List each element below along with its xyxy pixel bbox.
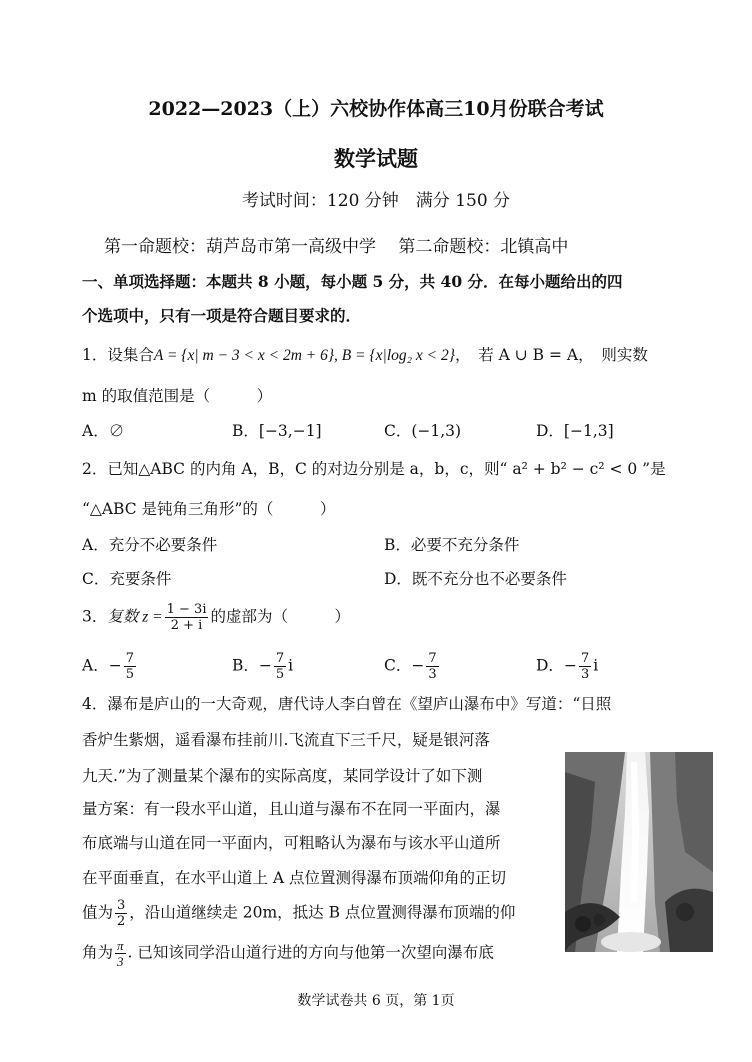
q2-stem-line2: “△ABC 是钝角三角形”的（ ） bbox=[82, 500, 336, 518]
q2-option-a: A．充分不必要条件 bbox=[82, 536, 218, 554]
q3-option-b bbox=[232, 651, 293, 682]
q3-stem bbox=[82, 602, 350, 633]
subject-title: 数学试题 bbox=[334, 146, 418, 171]
waterfall-illustration bbox=[565, 752, 713, 952]
q2-option-d: D．既不充分也不必要条件 bbox=[384, 570, 567, 588]
q3-option-a-label: A． bbox=[82, 656, 109, 675]
q1-stem-a: 设集合 bbox=[107, 346, 154, 364]
q4-angle-num: π bbox=[117, 938, 124, 953]
q3-option-d-fraction bbox=[579, 651, 591, 682]
q3-option-a-fraction bbox=[124, 651, 136, 682]
q1-stem-line1 bbox=[82, 345, 648, 366]
q3-option-b-sign: − bbox=[258, 656, 272, 675]
q3-option-c-label: C． bbox=[384, 656, 412, 675]
q3-option-c-num: 7 bbox=[428, 651, 437, 666]
q1-option-a: A．∅ bbox=[82, 422, 125, 440]
exam-time-info: 考试时间：120 分钟 满分 150 分 bbox=[241, 191, 511, 211]
q2-stem-line1 bbox=[82, 459, 666, 479]
q4-line1-text: 瀑布是庐山的一大奇观，唐代诗人李白曾在《望庐山瀑布中》写道：“日照 bbox=[107, 695, 612, 713]
q4-line2: 香炉生紫烟，遥看瀑布挂前川.飞流直下三千尺，疑是银河落 bbox=[82, 731, 490, 749]
q4-line8-pre: 角为 bbox=[82, 943, 114, 962]
exam-title: 2022—2023（上）六校协作体高三10月份联合考试 bbox=[148, 98, 604, 120]
q3-option-a-num: 7 bbox=[125, 651, 134, 666]
q3-option-d-den: 3 bbox=[580, 667, 590, 682]
q1-stem-b: ， 若 A ∪ B = A， 则实数 bbox=[454, 346, 648, 364]
q4-line3: 九天.”为了测量某个瀑布的实际高度，某同学设计了如下测 bbox=[82, 767, 483, 785]
q1-stem-line2: m 的取值范围是（ ） bbox=[82, 387, 273, 405]
q1-option-c: C．(−1,3) bbox=[384, 422, 462, 440]
q3-frac-numerator: 1 − 3i bbox=[166, 602, 207, 617]
q3-option-a-den: 5 bbox=[125, 667, 134, 682]
q4-line4: 量方案：有一段水平山道，且山道与瀑布不在同一平面内，瀑 bbox=[82, 800, 501, 818]
proposing-schools: 第一命题校：葫芦岛市第一高级中学 第二命题校：北镇高中 bbox=[104, 237, 569, 257]
q4-line1 bbox=[82, 694, 611, 714]
q4-line7-pre: 值为 bbox=[82, 903, 114, 922]
q4-line7 bbox=[82, 898, 515, 929]
q3-number: 3． bbox=[82, 607, 108, 626]
q2-stem-a: 已知△ABC 的内角 A，B，C 的对边分别是 a，b，c，则“ a² + b² − c² < 0 ”是 bbox=[107, 460, 666, 478]
q2-option-c: C．充要条件 bbox=[82, 570, 172, 588]
q3-fraction bbox=[165, 602, 209, 633]
q4-tan-den: 2 bbox=[117, 914, 126, 929]
q3-option-d-sign: − bbox=[563, 656, 577, 675]
q3-option-b-suffix: i bbox=[288, 656, 294, 675]
q3-option-b-num: 7 bbox=[275, 651, 285, 666]
q3-option-d-num: 7 bbox=[580, 651, 590, 666]
section1-heading-line1: 一、单项选择题：本题共 8 小题，每小题 5 分，共 40 分．在每小题给出的四 bbox=[82, 272, 623, 291]
q1-option-d: D．[−1,3] bbox=[536, 422, 614, 440]
q3-option-c-sign: − bbox=[411, 656, 425, 675]
q1-option-b: B．[−3,−1] bbox=[232, 422, 322, 440]
q1-number: 1． bbox=[82, 346, 108, 364]
q1-set-definitions: A = {x| m − 3 < x < 2m + 6}, B = {x|log₂ x < 2} bbox=[153, 347, 455, 364]
q4-line6: 在平面垂直，在水平山道上 A 点位置测得瀑布顶端仰角的正切 bbox=[82, 869, 507, 887]
q3-stem-pre: 复数 z = bbox=[107, 608, 163, 626]
q3-option-a-sign: − bbox=[108, 656, 122, 675]
q4-angle-fraction bbox=[115, 938, 126, 969]
q4-number: 4． bbox=[82, 695, 108, 713]
q3-option-d bbox=[536, 651, 598, 682]
q2-option-b: B．必要不充分条件 bbox=[384, 536, 520, 554]
q3-option-d-label: D． bbox=[536, 656, 564, 675]
q4-line5: 布底端与山道在同一平面内，可粗略认为瀑布与该水平山道所 bbox=[82, 834, 501, 852]
q4-line8-post: . 已知该同学沿山道行进的方向与他第一次望向瀑布底 bbox=[127, 943, 494, 962]
q3-option-b-label: B． bbox=[232, 656, 259, 675]
q3-frac-denominator: 2 + i bbox=[170, 618, 203, 633]
q3-option-c bbox=[384, 651, 441, 682]
q3-option-b-den: 5 bbox=[275, 667, 285, 682]
q3-stem-post: 的虚部为（ ） bbox=[210, 607, 350, 626]
q4-tan-num: 3 bbox=[117, 898, 126, 913]
q4-angle-den: 3 bbox=[117, 954, 124, 969]
q3-option-a bbox=[82, 651, 138, 682]
q4-line7-post: ，沿山道继续走 20m，抵达 B 点位置测得瀑布顶端的仰 bbox=[129, 903, 516, 922]
q4-tangent-fraction bbox=[115, 898, 127, 929]
page-footer: 数学试卷共 6 页，第 1页 bbox=[297, 993, 455, 1009]
q3-option-c-den: 3 bbox=[428, 667, 437, 682]
section1-heading-line2: 个选项中，只有一项是符合题目要求的． bbox=[82, 306, 362, 325]
waterfall-photo bbox=[565, 752, 713, 952]
q4-line8 bbox=[82, 938, 494, 969]
q2-number: 2． bbox=[82, 460, 108, 478]
q3-option-d-suffix: i bbox=[593, 656, 599, 675]
q3-option-c-fraction bbox=[426, 651, 438, 682]
q3-option-b-fraction bbox=[274, 651, 286, 682]
